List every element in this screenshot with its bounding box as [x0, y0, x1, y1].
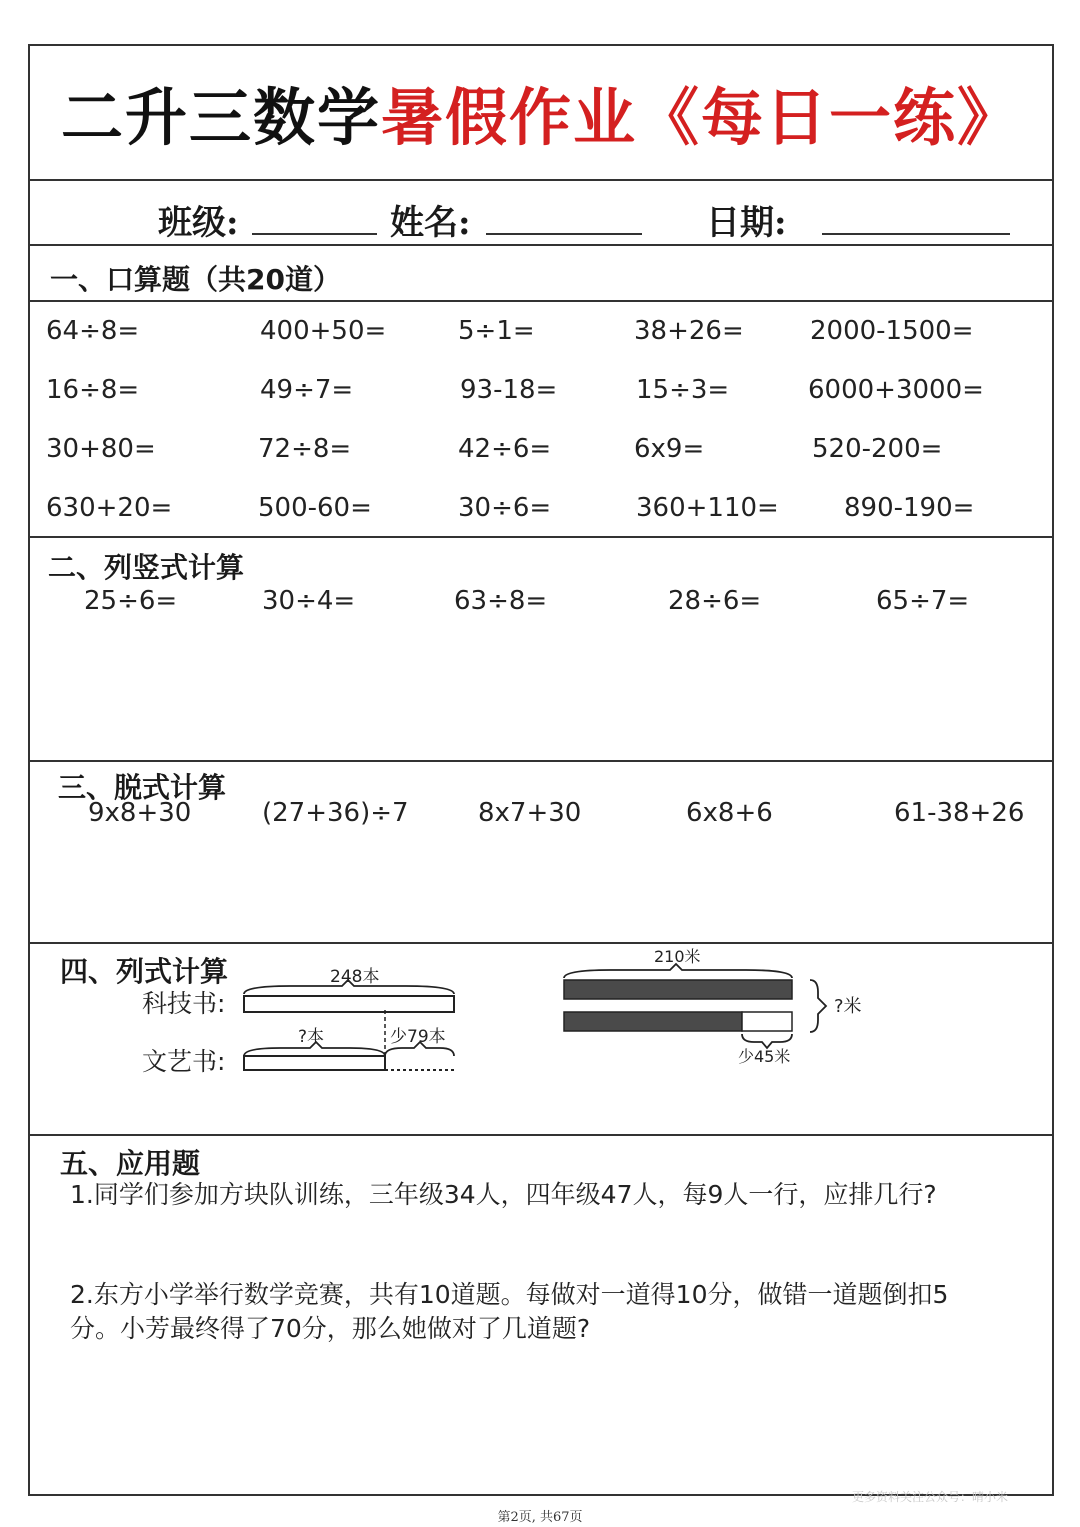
- d2-question-label: ?米: [834, 996, 862, 1017]
- d1-question-label: ?本: [298, 1027, 325, 1047]
- d1-top-brace: [244, 980, 454, 994]
- problem-2-line-2: 分。小芳最终得了70分，那么她做对了几道题?: [70, 1314, 591, 1343]
- d2-right-brace: [810, 980, 826, 1032]
- oral-item: 890-190=: [844, 493, 975, 523]
- sec3-title: 三、脱式计算: [58, 771, 227, 804]
- vertical-item: 63÷8=: [454, 586, 548, 616]
- oral-item: 520-200=: [812, 434, 943, 464]
- vertical-item: 30÷4=: [262, 586, 356, 616]
- oral-item: 400+50=: [260, 316, 387, 346]
- class-label: 班级:: [158, 203, 239, 243]
- d2-bar-2-gap: [742, 1012, 792, 1031]
- step-item: 61-38+26: [894, 798, 1025, 828]
- vertical-item: 28÷6=: [668, 586, 762, 616]
- oral-item: 2000-1500=: [810, 316, 974, 346]
- d1-question-brace: [244, 1042, 385, 1056]
- step-item: 6x8+6: [686, 798, 773, 828]
- sec5-title: 五、应用题: [60, 1147, 201, 1180]
- name-blank[interactable]: [486, 233, 642, 235]
- d2-less-brace: [742, 1034, 792, 1048]
- name-label: 姓名:: [390, 203, 471, 243]
- oral-item: 6000+3000=: [808, 375, 984, 405]
- oral-item: 360+110=: [636, 493, 779, 523]
- d1-less-label: 少79本: [390, 1027, 446, 1047]
- sec1-title: 一、口算题（共20道）: [50, 263, 341, 296]
- d1-total-label: 248本: [330, 967, 380, 987]
- oral-item: 5÷1=: [458, 316, 535, 346]
- oral-item: 30+80=: [46, 434, 156, 464]
- oral-item: 630+20=: [46, 493, 173, 523]
- oral-item: 38+26=: [634, 316, 744, 346]
- info-row: [30, 181, 1052, 246]
- d2-bar-1: [564, 980, 792, 999]
- worksheet: [28, 44, 1054, 1496]
- watermark: 更多资料关注公众号：晴小米: [852, 1490, 1009, 1504]
- d2-less-label: 少45米: [738, 1047, 791, 1066]
- oral-item: 30÷6=: [458, 493, 552, 523]
- oral-item: 16÷8=: [46, 375, 140, 405]
- d1-science-bar: [244, 996, 454, 1012]
- oral-item: 72÷8=: [258, 434, 352, 464]
- date-blank[interactable]: [822, 233, 1010, 235]
- oral-item: 64÷8=: [46, 316, 140, 346]
- title-red: 暑假作业《每日一练》: [381, 81, 1022, 154]
- sec1-oral-calc: [30, 302, 1052, 538]
- d1-art-bar: [244, 1056, 385, 1070]
- oral-item: 500-60=: [258, 493, 372, 523]
- oral-item: 42÷6=: [458, 434, 552, 464]
- step-item: 9x8+30: [88, 798, 192, 828]
- sec4-diagrams: [30, 944, 1052, 1134]
- oral-item: 49÷7=: [260, 375, 354, 405]
- sec2-vertical-calc: [30, 538, 1052, 762]
- problem-2-line-1: 2.东方小学举行数学竞赛，共有10道题。每做对一道得10分，做错一道题倒扣5: [70, 1280, 949, 1309]
- d2-total-label: 210米: [654, 947, 701, 966]
- oral-item: 6x9=: [634, 434, 705, 464]
- title-row: [30, 46, 1052, 181]
- class-blank[interactable]: [252, 233, 377, 235]
- sec4-title: 四、列式计算: [60, 955, 229, 988]
- title-black: 二升三数学: [60, 81, 381, 154]
- oral-item: 93-18=: [460, 375, 558, 405]
- sec2-title: 二、列竖式计算: [48, 551, 245, 584]
- d1-label-art: 文艺书:: [142, 1047, 226, 1076]
- sec1-header: [30, 246, 1052, 302]
- date-label: 日期:: [706, 203, 787, 243]
- vertical-item: 25÷6=: [84, 586, 178, 616]
- step-item: 8x7+30: [478, 798, 582, 828]
- d1-label-science: 科技书:: [142, 989, 226, 1018]
- sec3-step-calc: [30, 762, 1052, 944]
- step-item: (27+36)÷7: [262, 798, 409, 828]
- problem-1: 1.同学们参加方块队训练，三年级34人，四年级47人，每9人一行，应排几行?: [70, 1180, 937, 1209]
- sec5-word-problems: [30, 1136, 1052, 1496]
- page-footer: 第2页, 共67页: [497, 1510, 583, 1525]
- d2-top-brace: [564, 964, 792, 978]
- oral-item: 15÷3=: [636, 375, 730, 405]
- d2-bar-2: [564, 1012, 742, 1031]
- vertical-item: 65÷7=: [876, 586, 970, 616]
- sec4-expression-calc: [30, 944, 1052, 1136]
